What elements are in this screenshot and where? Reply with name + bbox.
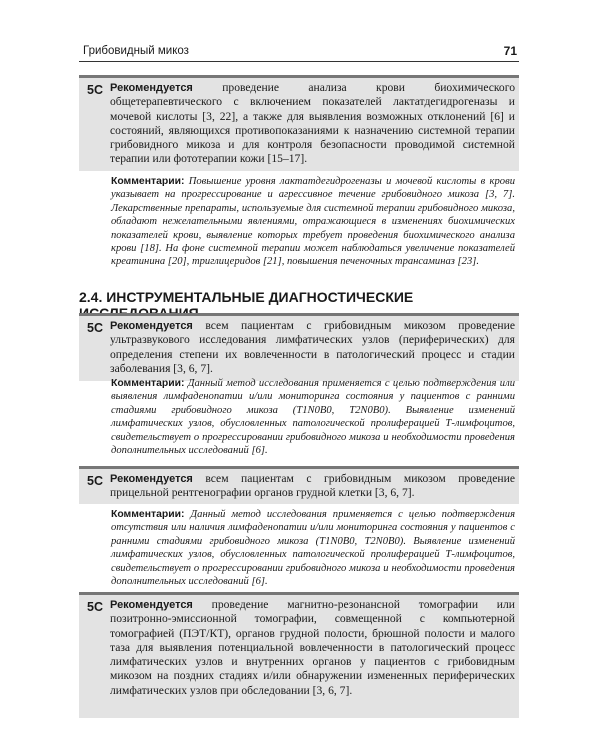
recommendation-body: всем пациентам с грибовидным микозом проведение ультразвукового исследования лимфатических узлов (периферических) для определения степени их вовлеченности в патологический процесс и стадии заболевания [3, 6, 7].: [110, 319, 515, 375]
recommendation-body: всем пациентам с грибовидным микозом проведение прицельной рентгенографии органов грудной клетки [3, 6, 7].: [110, 472, 515, 500]
recommendation-text: [110, 472, 515, 501]
recommendation-box: [79, 313, 519, 381]
comment-paragraph: [111, 175, 515, 269]
evidence-level: 5C: [87, 321, 103, 335]
recommendation-box: [79, 466, 519, 504]
evidence-level: 5C: [87, 83, 103, 97]
running-head: [79, 42, 519, 62]
comment-label: Комментарии:: [111, 378, 185, 389]
section-heading: 2.4. ИНСТРУМЕНТАЛЬНЫЕ ДИАГНОСТИЧЕСКИЕ: [79, 289, 414, 305]
recommendation-body: проведение магнитно-резонансной томографии или позитронно-эмиссионной томографии, совмещенной с компьютерной томографией (ПЭТ/КТ), органов грудной полости, брюшной полости и малого таза для выявления потенциальной вовлеченности в патологический процесс лимфатических узлов и внутренних органов у пациентов с грибовидным микозом на поздних стадиях и/или обнаружении измененных периферических лимфатических узлов при обследовании [3, 6, 7].: [110, 598, 515, 697]
page-number: 71: [503, 44, 517, 58]
recommendation-text: [110, 598, 515, 698]
comment-paragraph: [111, 508, 515, 588]
comment-body: Данный метод исследования применяется с целью подтверждения или выявления лимфаденопатии и/или мониторинга состояния у пациентов с ранними стадиями грибовидного микоза (T1N0B0, T2N0B0). Выявление изменений лимфатических узлов, обусловленных патологической пролиферацией Т-лимфоцитов, свидетельствует о прогрессировании грибовидного микоза и необходимости проведения дополнительных исследований [6].: [111, 378, 515, 457]
evidence-level: 5C: [87, 474, 103, 488]
recommendation-label: Рекомендуется: [110, 599, 193, 611]
recommendation-text: [110, 81, 515, 167]
recommendation-label: Рекомендуется: [110, 82, 193, 94]
comment-body: Повышение уровня лактатдегидрогеназы и мочевой кислоты в крови указывает на прогрессирование и агрессивное течение грибовидного микоза [3, 7]. Лекарственные препараты, используемые для системной терапии грибовидного микоза, обладают нежелательными явлениями, отражающиеся в изменениях биохимических показателей крови, выявление которых требует проведения биохимического анализа крови [18]. На фоне системной терапии может наблюдаться увеличение показателей креатинина [20], триглицеридов [21], повышения печеночных трансаминаз [23].: [111, 176, 515, 268]
running-head-title: Грибовидный микоз: [83, 45, 189, 57]
recommendation-body: проведение анализа крови биохимического общетерапевтического с включением показателей лактатдегидрогеназы и мочевой кислоты [3, 22], а также для выявления возможных отклонений [6] и состояний, являющихся противопоказаниями к назначению системной терапии грибовидного микоза и для контроля безопасности проводимой системной терапии или фототерапии кожи [15–17].: [110, 81, 515, 166]
comment-label: Комментарии:: [111, 509, 185, 520]
comment-body: Данный метод исследования применяется с целью подтверждения отсутствия или наличия лимфаденопатии и/или мониторинга состояния у пациентов с ранними стадиями грибовидного микоза (T1N0B0, T2N0B0). Выявление изменений лимфатических узлов, обусловленных патологической пролиферацией Т-лимфоцитов, свидетельствует о прогрессировании грибовидного микоза и необходимости проведения дополнительных исследований [6].: [111, 509, 515, 588]
recommendation-text: [110, 319, 515, 376]
evidence-level: 5C: [87, 600, 103, 614]
recommendation-label: Рекомендуется: [110, 473, 193, 485]
recommendation-label: Рекомендуется: [110, 320, 193, 332]
recommendation-box: [79, 592, 519, 718]
comment-label: Комментарии:: [111, 176, 185, 187]
comment-paragraph: [111, 377, 515, 457]
recommendation-box: [79, 75, 519, 171]
